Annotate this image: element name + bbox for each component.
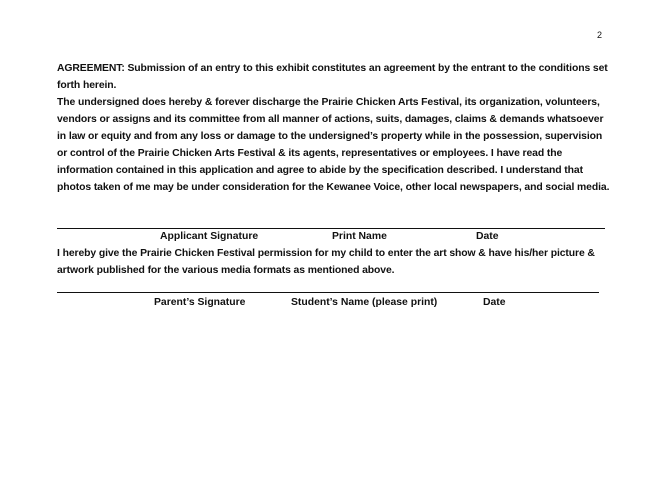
parent-date-label: Date: [483, 297, 506, 308]
page-number: 2: [597, 30, 603, 40]
applicant-signature-line[interactable]: [57, 228, 605, 229]
print-name-label: Print Name: [332, 231, 387, 242]
agreement-text: [57, 60, 612, 196]
student-name-label: Student’s Name (please print): [291, 297, 438, 308]
release-paragraph: The undersigned does hereby & forever discharge the Prairie Chicken Arts Festival, its organization, volunteers, vendors or assigns and its committee from all manner of actions, suits, damages, claims & demands whatsoever in law or equity and from any loss or damage to the undersigned’s property while in the possession, supervision or control of the Prairie Chicken Arts Festival & its agents, representatives or employees. I have read the information contained in this application and agree to abide by the specification described. I understand that photos taken of me may be under consideration for the Kewanee Voice, other local newspapers, and social media.: [57, 97, 610, 193]
permission-paragraph: I hereby give the Prairie Chicken Festival permission for my child to enter the art show & have his/her picture & artwork published for the various media formats as mentioned above.: [57, 248, 595, 276]
parent-permission-text: [57, 245, 612, 279]
parent-signature-line[interactable]: [57, 292, 599, 293]
applicant-signature-label: Applicant Signature: [160, 231, 259, 242]
agreement-paragraph: AGREEMENT: Submission of an entry to this exhibit constitutes an agreement by the entrant to the conditions set forth herein.: [57, 63, 608, 91]
applicant-date-label: Date: [476, 231, 499, 242]
parent-signature-label: Parent’s Signature: [154, 297, 246, 308]
